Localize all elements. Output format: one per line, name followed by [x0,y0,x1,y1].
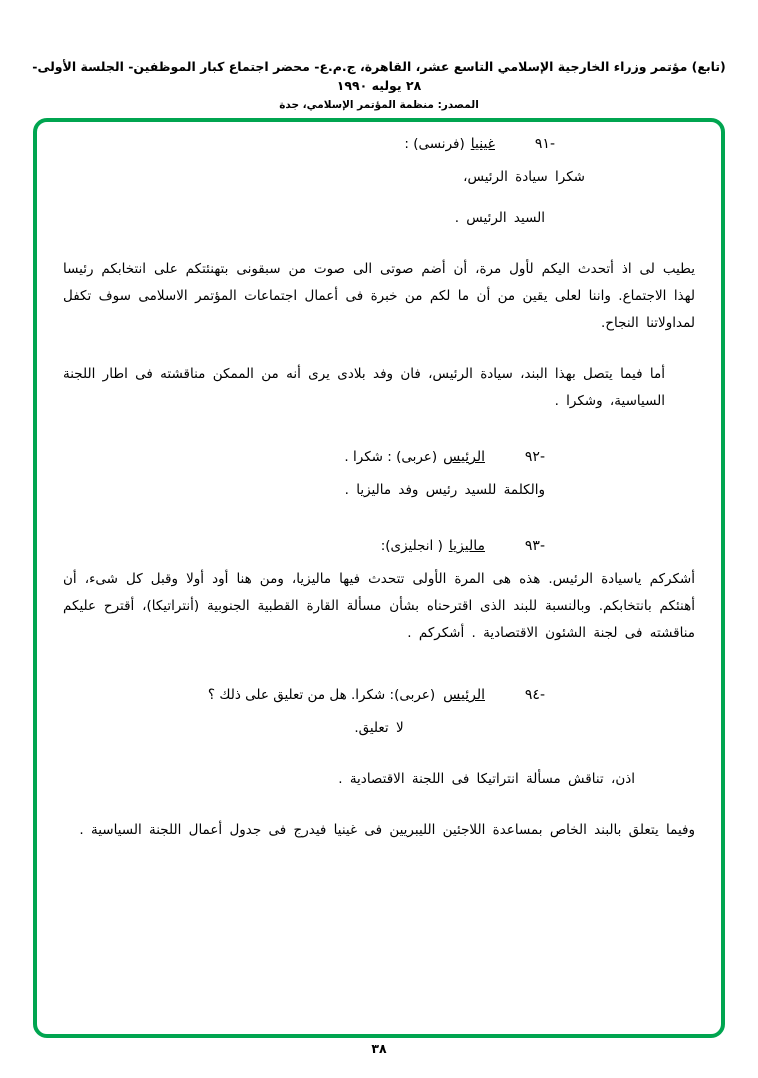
speech-entry [63,449,695,504]
spacer [63,661,695,687]
speaker-language: (عربى) : شكرا . [344,449,438,465]
speaker-name: الرئيس [443,449,485,465]
spacer [63,351,695,361]
speaker-name: ماليزيا [448,538,485,554]
speech-entry [63,687,695,844]
spacer [63,807,695,817]
spacer [63,154,695,164]
document-body [63,136,695,1024]
spacer [63,518,695,538]
speaker-header [63,538,695,554]
paragraph: والكلمة للسيد رئيس وفد ماليزيا . [344,482,545,498]
page-number: ٣٨ [371,1041,387,1056]
paragraph: أشكركم ياسيادة الرئيس. هذه هى المرة الأولى تتحدث فيها ماليزيا، ومن هنا أود أولا وقبل كل شىء، أن أهنئكم بانتخابكم. وبالنسبة للبند الذى اقترحناه بشأن مسألة القارة القطبية الجنوبية (أنتراتيكا)، أقترح عليكم مناقشته فى لجنة الشئون الاقتصادية . أشكركم . [63,571,695,641]
paragraph: وفيما يتعلق بالبند الخاص بمساعدة اللاجئين الليبريين فى غينيا فيدرج فى جدول أعمال اللجنة السياسية . [79,822,695,838]
speaker-name: الرئيس [443,687,485,703]
entry-number: -٩٣ [524,538,545,554]
spacer [63,467,695,477]
entry-number: -٩١ [534,136,555,152]
speech-entry [63,538,695,647]
speaker-header [63,136,695,152]
spacer [63,705,695,715]
header-title-line: (تابع) مؤتمر وزراء الخارجية الإسلامي التاسع عشر، القاهرة، ج.م.ع- محضر اجتماع كبار الموظفين- الجلسة الأولى- ٢٨ يوليه ١٩٩٠ [32,59,726,93]
paragraph: يطيب لى اذ أتحدث اليكم لأول مرة، أن أضم صوتى الى صوت من سبقونى بتهنئتكم على انتخابكم رئيسا لهذا الاجتماع. واننا لعلى يقين من أن ما لكم من خبرة فى أعمال اجتماعات المؤتمر الاسلامى سوف تكفل لمداولاتنا النجاح. [63,261,695,331]
document-header [0,58,758,113]
speaker-header [63,687,695,703]
speech-entry [63,136,695,415]
spacer [63,756,695,766]
paragraph: اذن، تناقش مسألة انتراتيكا فى اللجنة الاقتصادية . [338,771,635,787]
speaker-language: (عربى): شكرا. هل من تعليق على ذلك ؟ [207,687,436,703]
spacer [63,246,695,256]
spacer [63,429,695,449]
speaker-header [63,449,695,465]
entry-number: -٩٤ [524,687,545,703]
entry-number: -٩٢ [524,449,545,465]
speaker-language: (فرنسى) : [404,136,465,152]
paragraph: شكرا سيادة الرئيس، [463,169,585,185]
speaker-name: غينيا [470,136,495,152]
paragraph: لا تعليق. [354,720,404,736]
paragraph: أما فيما يتصل بهذا البند، سيادة الرئيس، فان وفد بلادى يرى أنه من الممكن مناقشته فى اطار اللجنة السياسية، وشكرا . [63,366,665,409]
paragraph: السيد الرئيس . [454,210,545,226]
speaker-language: ( انجليزى): [380,538,443,554]
header-source-line: المصدر: منظمة المؤتمر الإسلامي، جدة [279,98,479,111]
content-frame [33,118,725,1038]
spacer [63,556,695,566]
